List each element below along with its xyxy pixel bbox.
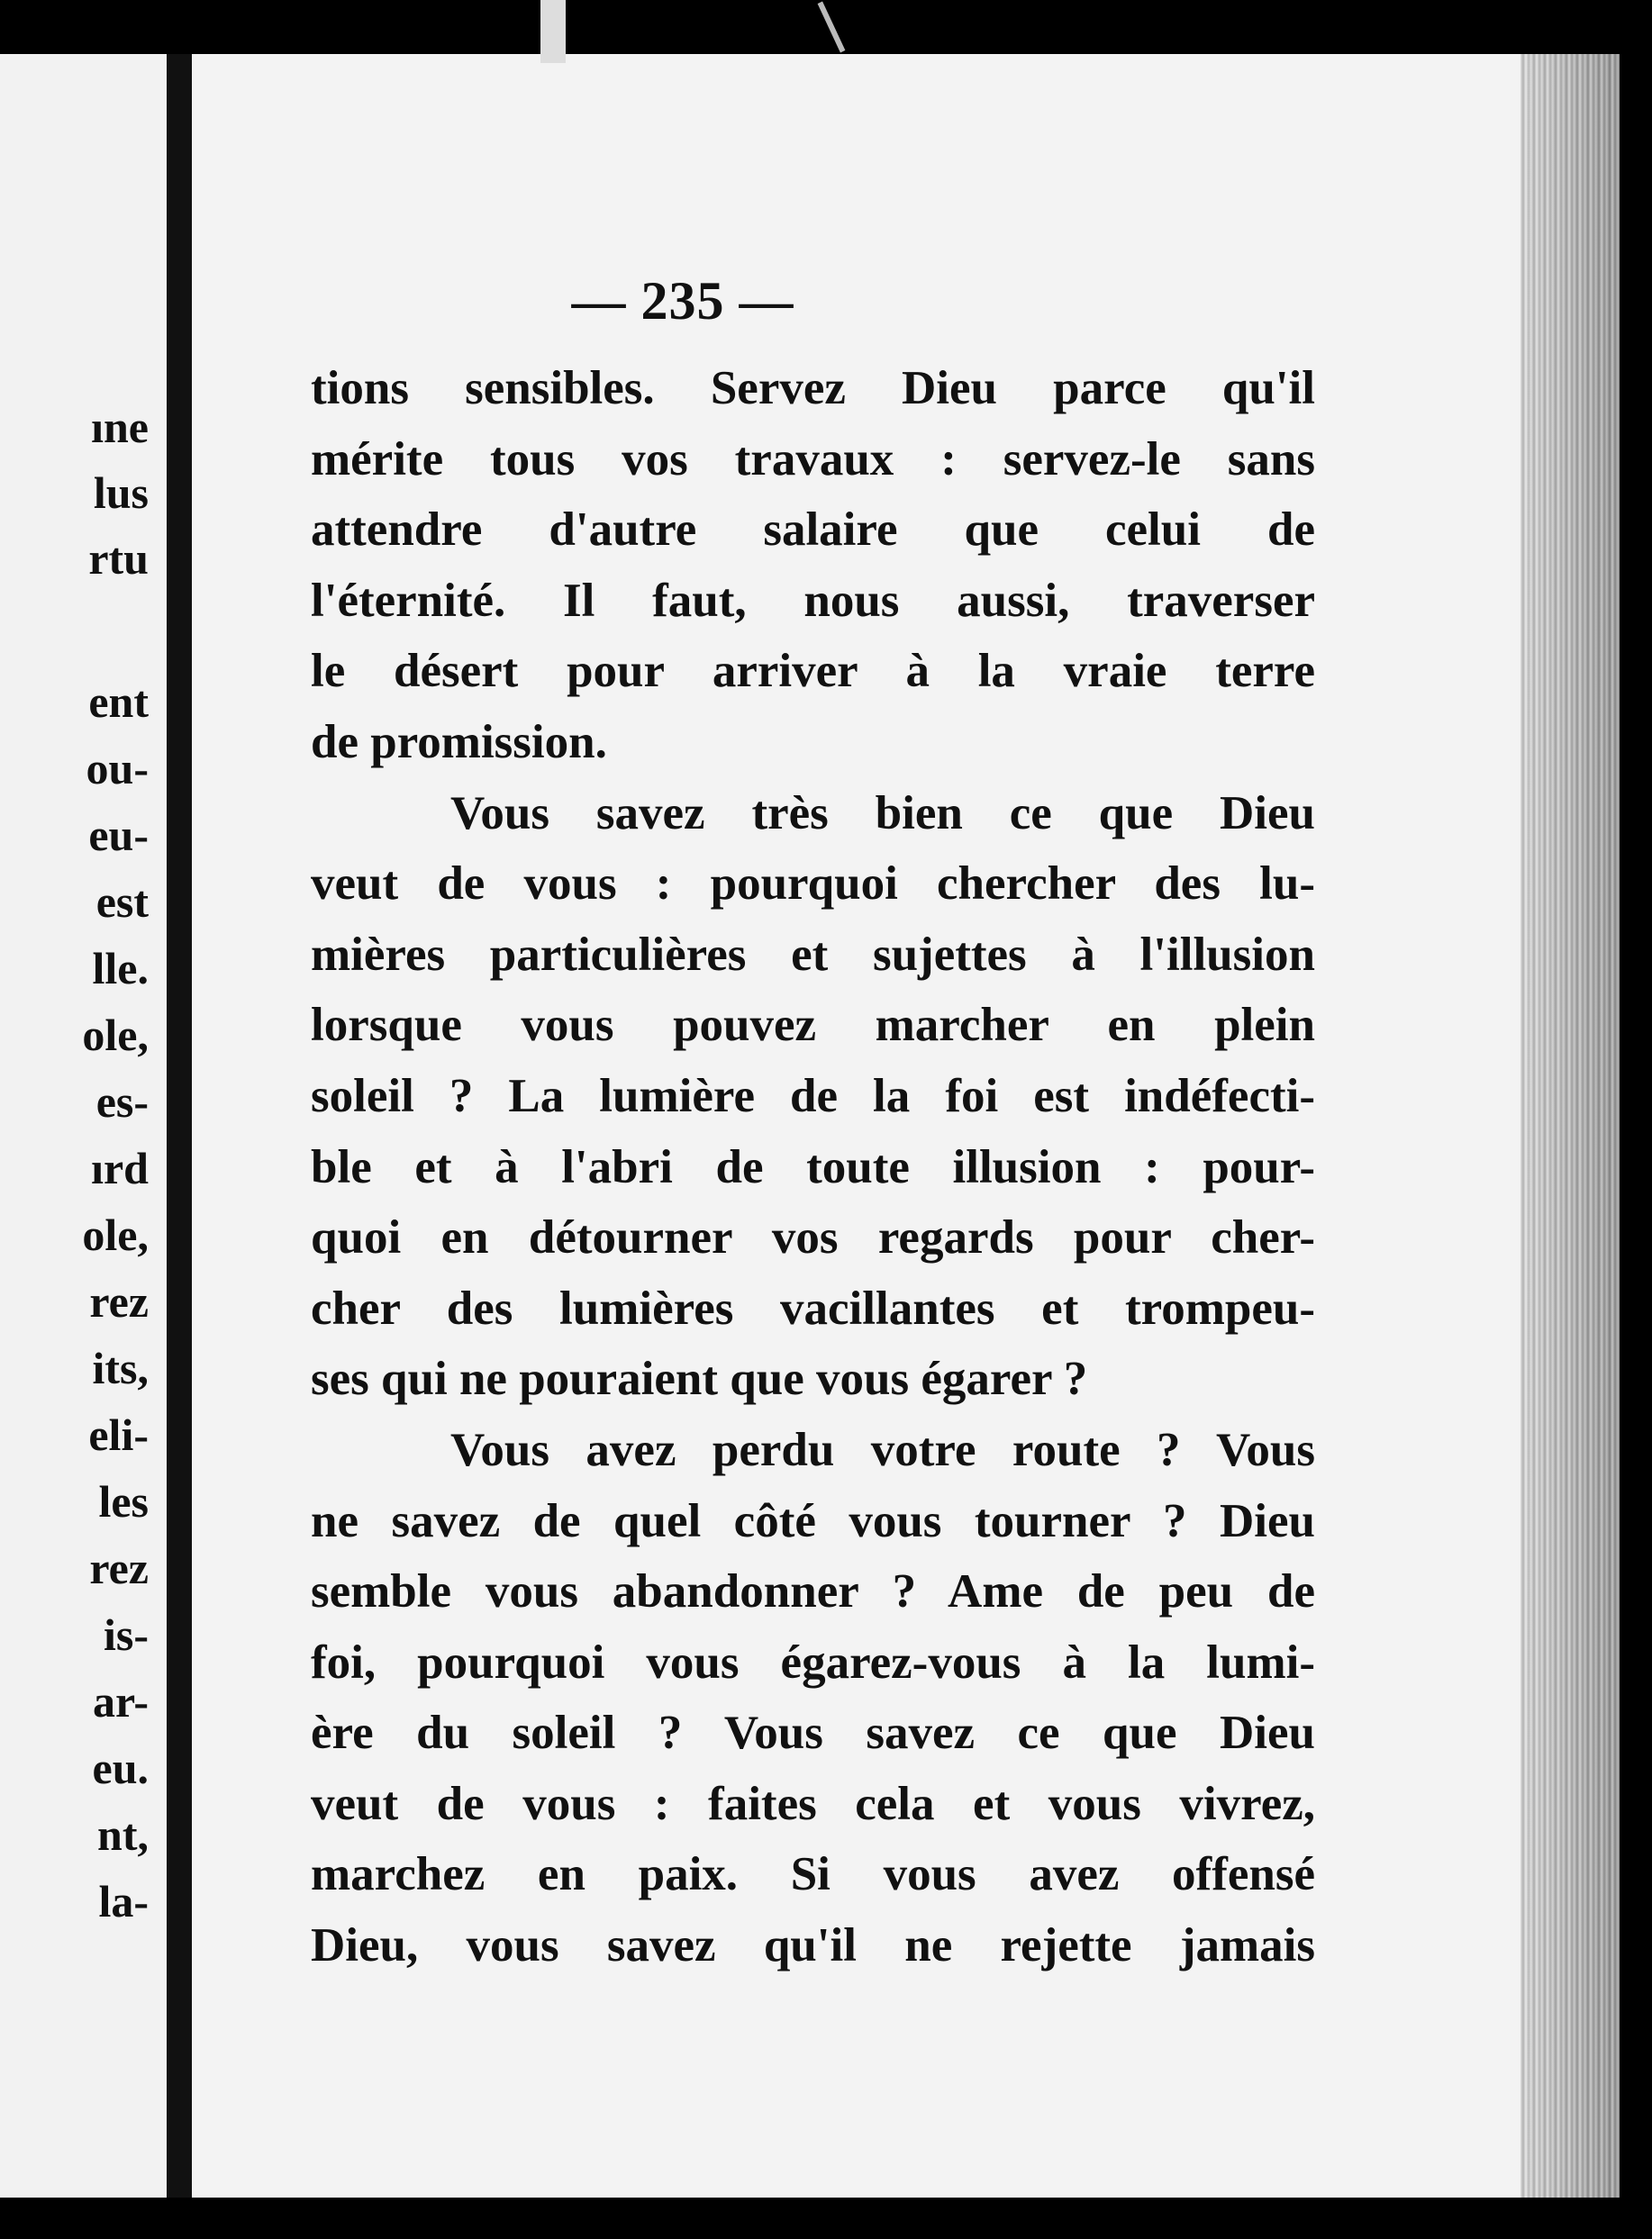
- text-line: veut de vous : faites cela et vous vivrez,: [311, 1777, 1315, 1830]
- text-line: ne savez de quel côté vous tourner ? Dieu: [311, 1494, 1315, 1547]
- left-fragment: eu-: [88, 810, 149, 860]
- text-line: foi, pourquoi vous égarez-vous à la lumi-: [311, 1636, 1315, 1689]
- text-line: cher des lumières vacillantes et trompeu-: [311, 1282, 1315, 1335]
- left-fragment: ole,: [82, 1210, 149, 1260]
- left-fragment: les: [98, 1476, 149, 1527]
- page-text: [311, 353, 1315, 1981]
- text-line: veut de vous : pourquoi chercher des lu-: [311, 857, 1315, 911]
- left-fragment: eli-: [88, 1410, 149, 1460]
- left-fragment: ar-: [93, 1676, 149, 1727]
- left-fragment: la-: [98, 1876, 149, 1926]
- text-line: mérite tous vos travaux : servez-le sans: [311, 432, 1315, 485]
- left-fragment: est: [95, 876, 149, 927]
- left-fragment: rtu: [88, 533, 149, 584]
- text-line: semble vous abandonner ? Ame de peu de: [311, 1565, 1315, 1618]
- scan-mark: [818, 2, 846, 53]
- left-fragment: its,: [92, 1343, 149, 1393]
- left-fragment: lle.: [92, 943, 149, 993]
- text-line: Vous avez perdu votre route ? Vous: [450, 1423, 1315, 1476]
- left-fragment: is-: [104, 1609, 149, 1660]
- text-line: le désert pour arriver à la vraie terre: [311, 645, 1315, 698]
- text-line: Dieu, vous savez qu'il ne rejette jamais: [311, 1919, 1315, 1972]
- text-line: lorsque vous pouvez marcher en plein: [311, 999, 1315, 1052]
- left-fragment: eu.: [92, 1743, 149, 1793]
- book-gutter: [167, 54, 192, 2198]
- page-number: — 235 —: [571, 271, 794, 331]
- left-fragment: ole,: [82, 1010, 149, 1060]
- left-page-fragments: [0, 54, 167, 2198]
- left-fragment: nt,: [97, 1809, 149, 1860]
- text-line: mières particulières et sujettes à l'illusion: [311, 928, 1315, 981]
- left-facing-page: [0, 54, 167, 2198]
- text-line: quoi en détourner vos regards pour cher-: [311, 1211, 1315, 1265]
- text-line: ses qui ne pouraient que vous égarer ?: [311, 1353, 1088, 1406]
- left-fragment: ıne: [91, 402, 149, 452]
- text-line: ère du soleil ? Vous savez ce que Dieu: [311, 1707, 1315, 1760]
- text-line: soleil ? La lumière de la foi est indéfecti-: [311, 1069, 1315, 1122]
- left-fragment: ırd: [91, 1143, 149, 1193]
- scan-mark: [540, 0, 566, 63]
- text-line: de promission.: [311, 715, 607, 768]
- text-line: attendre d'autre salaire que celui de: [311, 503, 1315, 557]
- left-fragment: rez: [89, 1276, 149, 1327]
- left-fragment: lus: [93, 467, 149, 518]
- left-fragment: es-: [95, 1076, 149, 1127]
- text-line: tions sensibles. Servez Dieu parce qu'il: [311, 362, 1315, 414]
- text-line: Vous savez très bien ce que Dieu: [450, 786, 1315, 839]
- left-fragment: ou-: [86, 743, 149, 793]
- text-line: marchez en paix. Si vous avez offensé: [311, 1848, 1315, 1901]
- left-fragment: rez: [89, 1543, 149, 1593]
- text-line: ble et à l'abri de toute illusion : pour-: [311, 1140, 1315, 1193]
- left-fragment: ent: [88, 676, 149, 727]
- page-edge-shade: [1520, 54, 1620, 2198]
- text-line: l'éternité. Il faut, nous aussi, traverser: [311, 574, 1315, 627]
